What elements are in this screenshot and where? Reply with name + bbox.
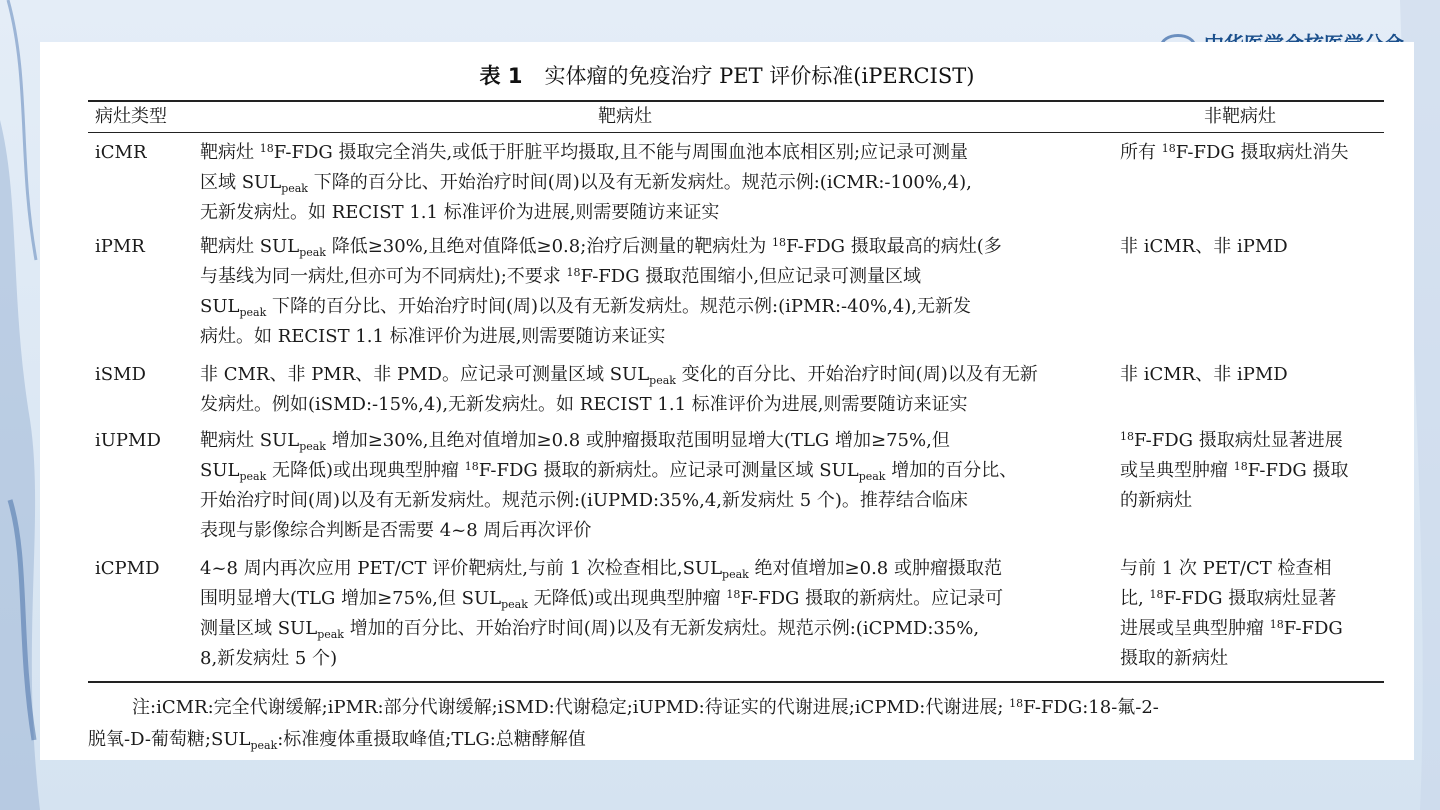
row-nontarget-4: [1120, 554, 1343, 674]
target-line: 测量区域 $SUL_{peak}$ 增加的百分比、开始治疗时间(周)以及有无新发病灶。规范示例:(iCPMD:35%,: [200, 618, 980, 641]
row-nontarget-0: [1120, 138, 1349, 168]
target-line: 靶病灶 $^{18}$F-FDG 摄取完全消失,或低于肝脏平均摄取,且不能与周围血池本底相区别;应记录可测量: [200, 142, 969, 163]
table-top-rule: [88, 100, 1384, 102]
nontarget-line: 摄取的新病灶: [1120, 648, 1228, 669]
target-line: 围明显增大(TLG 增加≥75%,但 $SUL_{peak}$ 无降低)或出现典型肿瘤 $^{18}$F-FDG 摄取的新病灶。应记录可: [200, 588, 1004, 611]
nontarget-line: $^{18}$F-FDG 摄取病灶显著进展: [1120, 430, 1343, 451]
target-line: 非 CMR、非 PMR、非 PMD。应记录可测量区域 $SUL_{peak}$ 变化的百分比、开始治疗时间(周)以及有无新: [200, 364, 1038, 387]
target-line: 区域 $SUL_{peak}$ 下降的百分比、开始治疗时间(周)以及有无新发病灶。规范示例:(iCMR:-100%,4),: [200, 172, 972, 195]
row-target-2: [200, 360, 1038, 420]
row-type-2: iSMD: [95, 364, 146, 385]
nontarget-line: 进展或呈典型肿瘤 $^{18}$F-FDG: [1120, 618, 1343, 639]
row-nontarget-3: [1120, 426, 1349, 516]
table-note: [88, 692, 1159, 756]
target-line: $SUL_{peak}$ 下降的百分比、开始治疗时间(周)以及有无新发病灶。规范示例:(iPMR:-40%,4),无新发: [200, 296, 972, 319]
column-header-target: 靶病灶: [598, 106, 652, 127]
column-header-nontarget: 非靶病灶: [1204, 106, 1276, 127]
row-nontarget-1: [1120, 232, 1288, 262]
nontarget-line: 非 iCMR、非 iPMD: [1120, 236, 1288, 257]
nontarget-line: 的新病灶: [1120, 490, 1192, 511]
target-line: 无新发病灶。如 RECIST 1.1 标准评价为进展,则需要随访来证实: [200, 202, 720, 223]
target-line: 8,新发病灶 5 个): [200, 648, 338, 669]
row-type-1: iPMR: [95, 236, 145, 257]
row-type-0: iCMR: [95, 142, 147, 163]
target-line: 病灶。如 RECIST 1.1 标准评价为进展,则需要随访来证实: [200, 326, 666, 347]
column-header-type: 病灶类型: [95, 106, 167, 127]
target-line: 发病灶。例如(iSMD:-15%,4),无新发病灶。如 RECIST 1.1 标准评价为进展,则需要随访来证实: [200, 394, 968, 415]
note-line: 脱氧-D-葡萄糖$;SUL_{peak}$:标准瘦体重摄取峰值;TLG:总糖酵解值: [88, 729, 586, 752]
nontarget-line: 或呈典型肿瘤 $^{18}$F-FDG 摄取: [1120, 460, 1349, 481]
nontarget-line: 与前 1 次 PET/CT 检查相: [1120, 558, 1332, 579]
table-number: 表 1: [479, 64, 523, 88]
table-header-rule: [88, 132, 1384, 133]
target-line: $SUL_{peak}$ 无降低)或出现典型肿瘤 $^{18}$F-FDG 摄取的新病灶。应记录可测量区域 $SUL_{peak}$ 增加的百分比、: [200, 460, 1018, 483]
row-type-3: iUPMD: [95, 430, 161, 451]
target-line: 与基线为同一病灶,但亦可为不同病灶);不要求 $^{18}$F-FDG 摄取范围缩小,但应记录可测量区域: [200, 266, 922, 287]
nontarget-line: 所有 $^{18}$F-FDG 摄取病灶消失: [1120, 142, 1349, 163]
target-line: 开始治疗时间(周)以及有无新发病灶。规范示例:(iUPMD:35%,4,新发病灶 5 个)。推荐结合临床: [200, 490, 968, 511]
row-target-0: [200, 138, 972, 228]
row-target-4: [200, 554, 1003, 674]
table-title: 实体瘤的免疫治疗 PET 评价标准(iPERCIST): [544, 64, 975, 88]
row-nontarget-2: [1120, 360, 1288, 390]
target-line: 表现与影像综合判断是否需要 4~8 周后再次评价: [200, 520, 592, 541]
nontarget-line: 非 iCMR、非 iPMD: [1120, 364, 1288, 385]
note-line: 注:iCMR:完全代谢缓解;iPMR:部分代谢缓解;iSMD:代谢稳定;iUPMD:待证实的代谢进展;iCPMD:代谢进展; $^{18}$F-FDG:18-氟-2-: [132, 697, 1159, 718]
target-line: 4~8 周内再次应用 PET/CT 评价靶病灶,与前 1 次检查相比$,SUL_{peak}$ 绝对值增加≥0.8 或肿瘤摄取范: [200, 558, 1002, 581]
table-bottom-rule: [88, 681, 1384, 683]
target-line: 靶病灶 $SUL_{peak}$ 增加≥30%,且绝对值增加≥0.8 或肿瘤摄取范围明显增大(TLG 增加≥75%,但: [200, 430, 950, 453]
table-caption: [40, 60, 1414, 90]
row-target-3: [200, 426, 1017, 546]
target-line: 靶病灶 $SUL_{peak}$ 降低≥30%,且绝对值降低≥0.8;治疗后测量的靶病灶为 $^{18}$F-FDG 摄取最高的病灶(多: [200, 236, 1002, 259]
row-target-1: [200, 232, 1002, 352]
row-type-4: iCPMD: [95, 558, 160, 579]
nontarget-line: 比, $^{18}$F-FDG 摄取病灶显著: [1120, 588, 1337, 609]
